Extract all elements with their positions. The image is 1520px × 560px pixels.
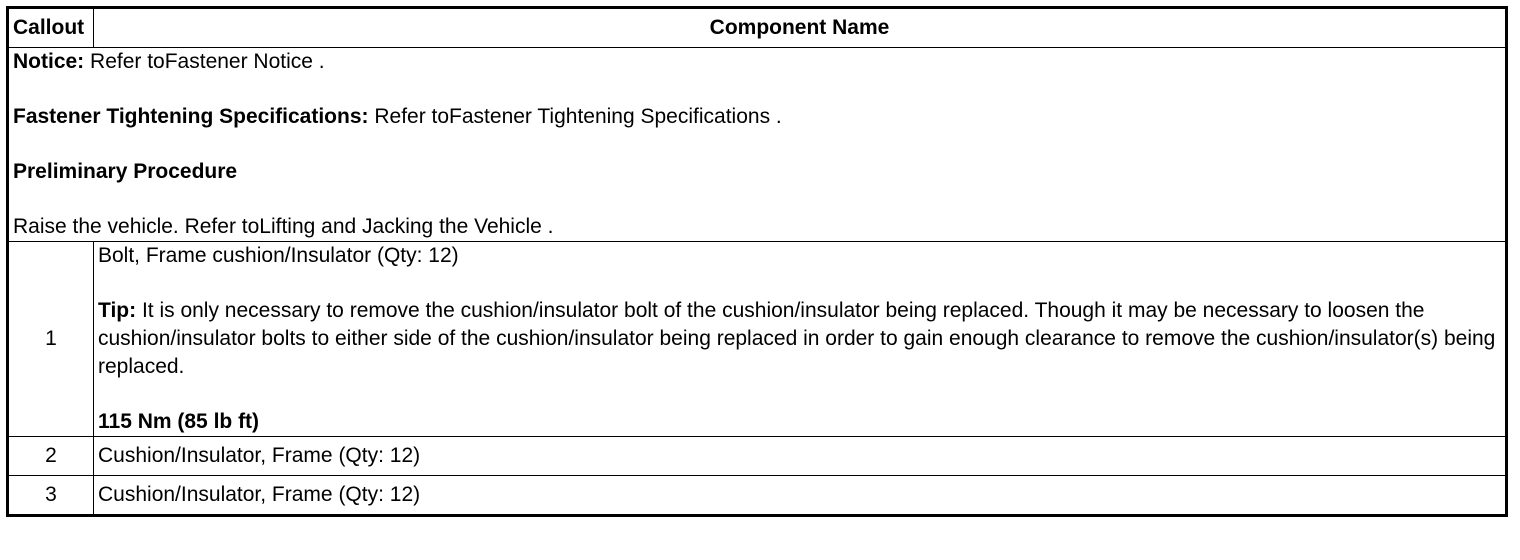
tip-label: Tip: — [98, 299, 137, 322]
preliminary-procedure-text: Raise the vehicle. Refer toLifting and Jacking the Vehicle . — [13, 215, 554, 238]
preliminary-procedure-heading: Preliminary Procedure — [13, 160, 238, 183]
component-cell — [94, 242, 1507, 437]
notice-paragraph — [13, 48, 1501, 76]
callout-number: 3 — [8, 476, 94, 516]
component-name: Bolt, Frame cushion/Insulator (Qty: 12) — [98, 244, 459, 267]
component-name: Cushion/Insulator, Frame (Qty: 12) — [94, 476, 1507, 516]
preamble-row — [8, 48, 1507, 242]
component-name-column-header: Component Name — [94, 8, 1507, 48]
notice-label: Notice: — [13, 50, 85, 73]
callout-number: 1 — [8, 242, 94, 437]
notice-text: Refer toFastener Notice . — [84, 50, 325, 73]
tip-text: It is only necessary to remove the cushion/insulator bolt of the cushion/insulator being replaced. Though it may be necessary to loosen the cushion/insulator bolts to either side of the cushion/insulator being replaced in order to gain enough clearance to remove the cushion/insulator(s) being replaced. — [98, 299, 1496, 378]
table-row — [8, 476, 1507, 516]
torque-spec: 115 Nm (85 lb ft) — [98, 410, 260, 433]
preamble-cell — [8, 48, 1507, 242]
component-name: Cushion/Insulator, Frame (Qty: 12) — [94, 437, 1507, 476]
fastener-spec-text: Refer toFastener Tightening Specifications . — [368, 105, 782, 128]
fastener-spec-paragraph — [13, 103, 1501, 131]
fastener-spec-label: Fastener Tightening Specifications: — [13, 105, 369, 128]
tip-paragraph — [98, 297, 1501, 381]
table-row — [8, 437, 1507, 476]
component-table — [6, 6, 1508, 517]
callout-column-header: Callout — [8, 8, 94, 48]
table-row — [8, 242, 1507, 437]
table-header-row — [8, 8, 1507, 48]
document-page — [6, 6, 1508, 517]
callout-number: 2 — [8, 437, 94, 476]
